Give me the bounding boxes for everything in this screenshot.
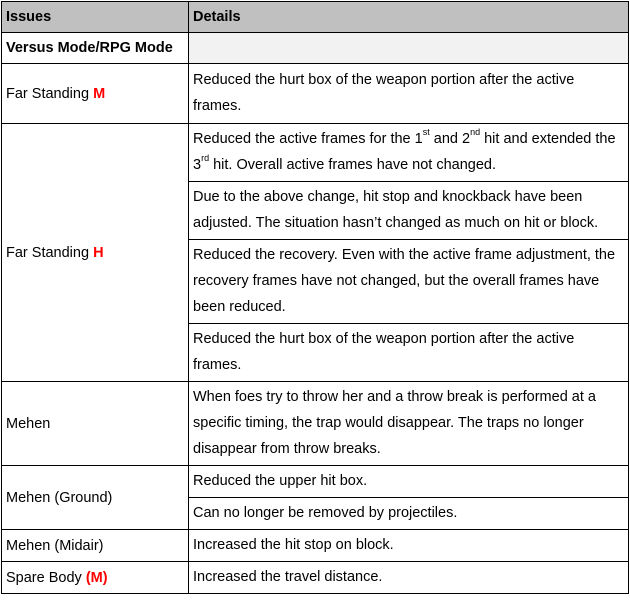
button-h-label: H [93, 244, 104, 261]
detail-text: and 2 [429, 131, 471, 147]
detail-cell: Due to the above change, hit stop and knockback have been adjusted. The situation hasn’t changed as much on hit or block. [189, 182, 629, 240]
patch-notes-table-wrapper [1, 1, 629, 594]
table-row [2, 124, 629, 182]
button-m-label: M [93, 85, 106, 102]
detail-text: Reduced the active frames for the 1 [193, 131, 423, 147]
issue-far-standing-m [2, 64, 189, 124]
issue-mehen-midair: Mehen (Midair) [2, 530, 189, 562]
table-row [2, 530, 629, 562]
header-row [2, 2, 629, 33]
details-header: Details [189, 2, 629, 33]
table-row [2, 64, 629, 124]
detail-text: hit and extended the 3 [193, 131, 616, 173]
detail-cell: Reduced the recovery. Even with the active frame adjustment, the recovery frames have not changed, but the overall frames have been reduced. [189, 240, 629, 324]
button-m-label: (M) [85, 569, 108, 586]
issue-label: Spare Body [6, 569, 82, 586]
section-row [2, 33, 629, 64]
ordinal-suffix: rd [201, 153, 210, 164]
issue-label: Far Standing [6, 85, 90, 102]
table-row [2, 562, 629, 594]
detail-cell: Increased the travel distance. [189, 562, 629, 594]
issue-mehen: Mehen [2, 382, 189, 466]
detail-cell: Reduced the hurt box of the weapon portion after the active frames. [189, 324, 629, 382]
detail-cell: Reduced the upper hit box. [189, 466, 629, 498]
table-row [2, 382, 629, 466]
ordinal-suffix: st [422, 127, 430, 138]
detail-cell: When foes try to throw her and a throw break is performed at a specific timing, the trap would disappear. The traps no longer disappear from throw breaks. [189, 382, 629, 466]
ordinal-suffix: nd [470, 127, 481, 138]
issue-label: Far Standing [6, 244, 90, 261]
issues-header: Issues [2, 2, 189, 33]
detail-cell [189, 124, 629, 182]
section-empty-cell [189, 33, 629, 64]
patch-notes-table [1, 1, 629, 594]
issue-mehen-ground: Mehen (Ground) [2, 466, 189, 530]
section-title: Versus Mode/RPG Mode [2, 33, 189, 64]
issue-spare-body [2, 562, 189, 594]
detail-cell: Increased the hit stop on block. [189, 530, 629, 562]
table-row [2, 466, 629, 498]
detail-cell: Reduced the hurt box of the weapon portion after the active frames. [189, 64, 629, 124]
detail-cell: Can no longer be removed by projectiles. [189, 498, 629, 530]
detail-text: hit. Overall active frames have not changed. [209, 157, 497, 173]
issue-far-standing-h [2, 124, 189, 382]
